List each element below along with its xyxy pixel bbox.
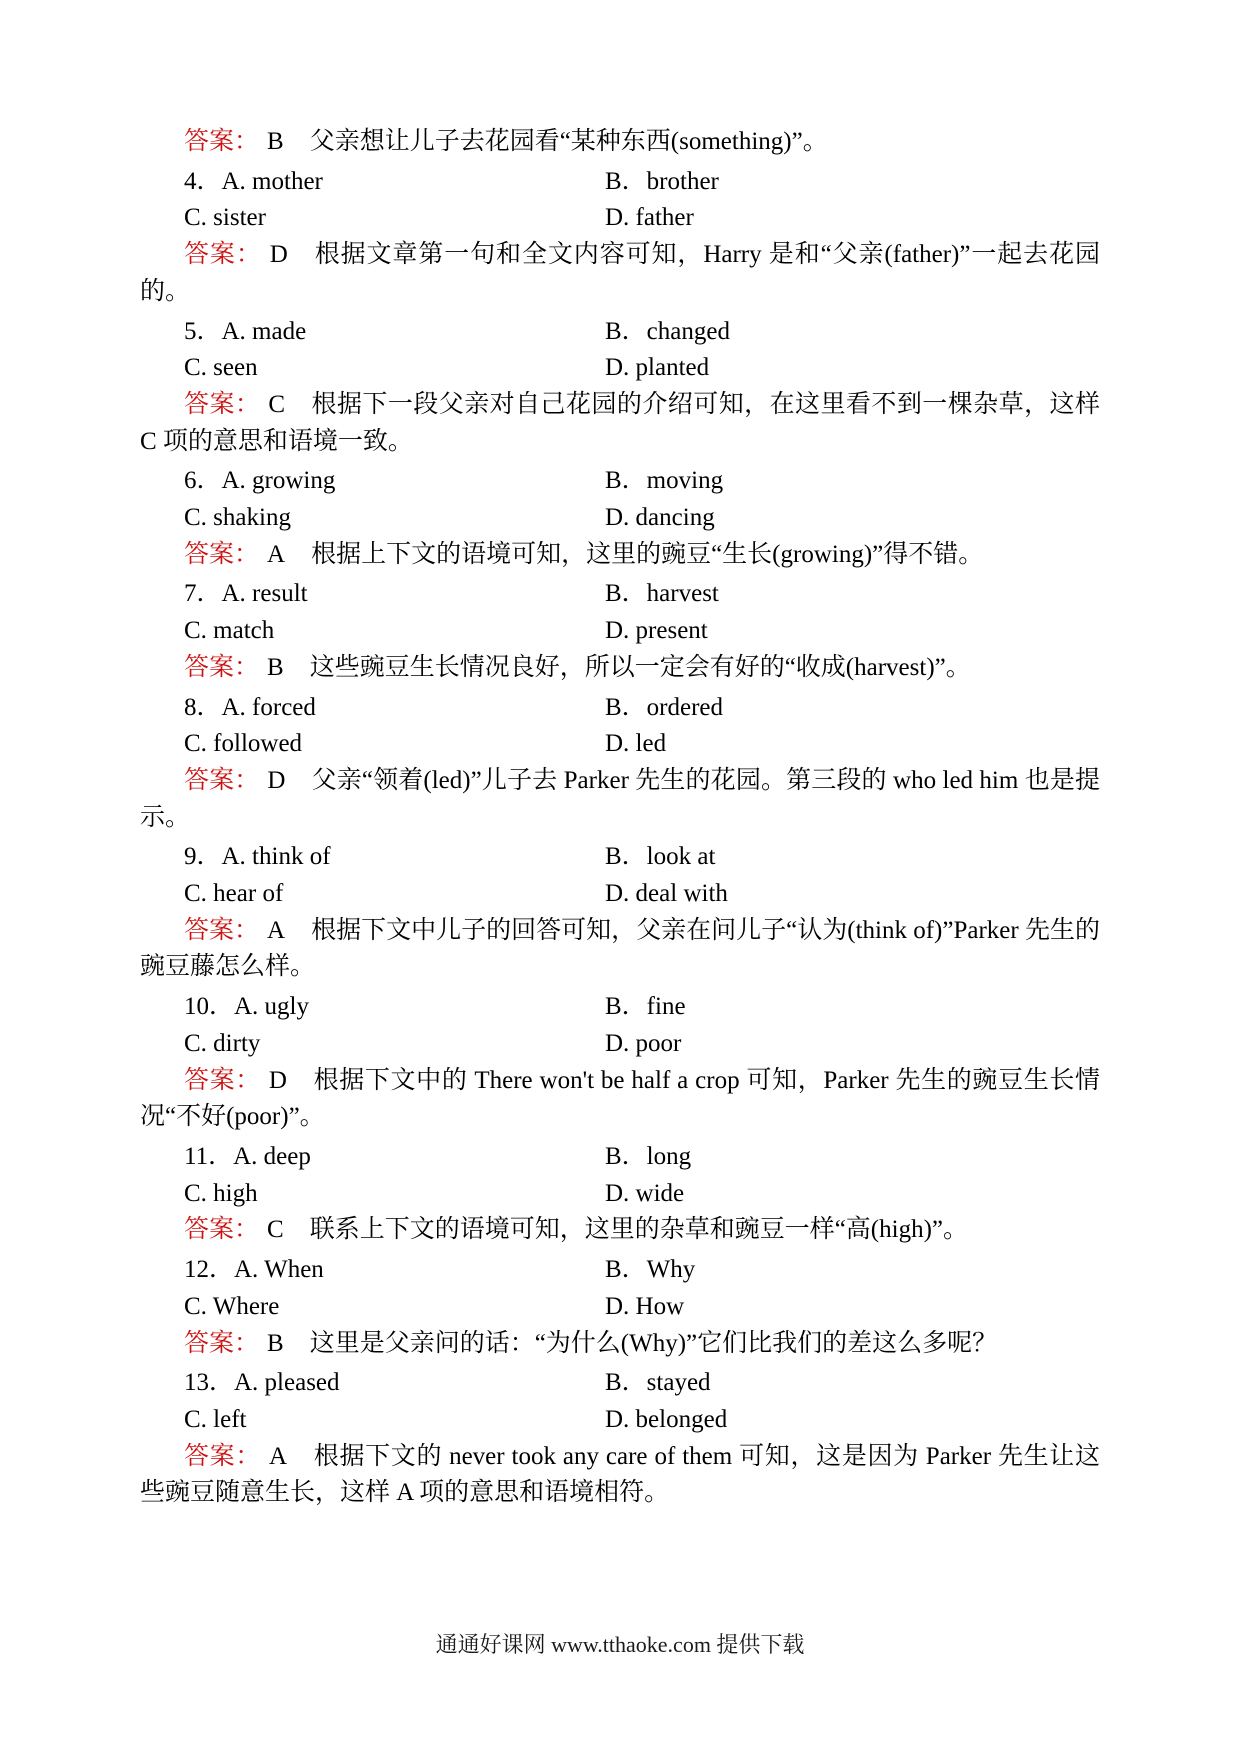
answer-explanation: 根据下一段父亲对自己花园的介绍可知，在这里看不到一棵杂草，这样 C 项的意思和语境一致。 xyxy=(140,390,1100,455)
option-row xyxy=(140,876,1100,913)
answer-line xyxy=(140,124,1100,161)
option-row xyxy=(140,1176,1100,1213)
option-row xyxy=(140,164,1100,201)
answer-letter: D xyxy=(269,241,288,269)
option: D. father xyxy=(605,204,694,232)
answer-letter: A xyxy=(267,540,286,568)
answer-line xyxy=(140,1439,1100,1512)
answer-letter: C xyxy=(267,1216,284,1244)
option: D. led xyxy=(605,730,667,758)
option: C. seen xyxy=(184,354,258,382)
option-row xyxy=(140,576,1100,613)
option-row xyxy=(140,690,1100,727)
option-row xyxy=(140,350,1100,387)
footer-credit: 通通好课网 www.tthaoke.com 提供下载 xyxy=(435,1632,805,1657)
answer-line xyxy=(140,763,1100,836)
option-row xyxy=(140,1289,1100,1326)
option: C. Where xyxy=(184,1292,280,1320)
option: B．look at xyxy=(605,843,716,871)
option: 8．A. forced xyxy=(184,693,316,721)
answer-letter: D xyxy=(267,766,286,794)
answer-line xyxy=(140,1326,1100,1363)
answer-label: 答案： xyxy=(184,540,260,568)
answer-label: 答案： xyxy=(184,1329,260,1357)
option: B．ordered xyxy=(605,693,724,721)
option: B．long xyxy=(605,1142,692,1170)
option-row xyxy=(140,200,1100,237)
option-row xyxy=(140,613,1100,650)
option-row xyxy=(140,314,1100,351)
answer-label: 答案： xyxy=(184,128,260,155)
option: 6．A. growing xyxy=(184,467,336,495)
option-row xyxy=(140,989,1100,1026)
option: 10．A. ugly xyxy=(184,993,310,1021)
answer-label: 答案： xyxy=(184,653,260,681)
option: 4．A. mother xyxy=(184,167,323,195)
answer-line xyxy=(140,650,1100,687)
option: 11．A. deep xyxy=(184,1142,311,1170)
answer-explanation: 联系上下文的语境可知，这里的杂草和豌豆一样“高(high)”。 xyxy=(309,1216,968,1244)
answer-letter: B xyxy=(267,128,284,155)
option: B．harvest xyxy=(605,580,719,608)
answer-line xyxy=(140,1212,1100,1249)
option-row xyxy=(140,726,1100,763)
option-row xyxy=(140,1139,1100,1176)
answer-label: 答案： xyxy=(184,1216,260,1244)
answer-explanation: 根据上下文的语境可知，这里的豌豆“生长(growing)”得不错。 xyxy=(311,540,984,568)
option: 9．A. think of xyxy=(184,843,331,871)
option-row xyxy=(140,839,1100,876)
option: B．fine xyxy=(605,993,686,1021)
option: D. wide xyxy=(605,1179,685,1207)
answer-label: 答案： xyxy=(184,1066,261,1094)
answer-explanation: 根据下文的 never took any care of them 可知，这是因为 Parker 先生让这些豌豆随意生长，这样 A 项的意思和语境相符。 xyxy=(140,1442,1100,1507)
option: C. left xyxy=(184,1405,247,1433)
answer-letter: B xyxy=(267,1329,284,1357)
answer-explanation: 父亲想让儿子去花园看“某种东西(something)”。 xyxy=(309,128,828,155)
option-row xyxy=(140,1026,1100,1063)
option-row xyxy=(140,1402,1100,1439)
answer-explanation: 这里是父亲问的话：“为什么(Why)”它们比我们的差这么多呢？ xyxy=(309,1329,998,1357)
option: C. hear of xyxy=(184,880,284,908)
option: 5．A. made xyxy=(184,317,307,345)
option-row xyxy=(140,463,1100,500)
answer-label: 答案： xyxy=(184,916,260,944)
answer-letter: B xyxy=(267,653,284,681)
answer-line xyxy=(140,913,1100,986)
answer-explanation: 根据文章第一句和全文内容可知，Harry 是和“父亲(father)”一起去花园的。 xyxy=(140,241,1100,305)
answer-label: 答案： xyxy=(184,766,260,794)
answer-line xyxy=(140,1063,1100,1136)
option-row xyxy=(140,500,1100,537)
answer-line xyxy=(140,387,1100,460)
option: C. followed xyxy=(184,730,303,758)
answer-label: 答案： xyxy=(184,1442,262,1470)
option: 7．A. result xyxy=(184,580,308,608)
option: D. planted xyxy=(605,354,710,382)
option: D. deal with xyxy=(605,880,728,908)
option-row xyxy=(140,1252,1100,1289)
answer-line xyxy=(140,537,1100,574)
option: C. shaking xyxy=(184,504,291,532)
answer-letter: A xyxy=(269,1442,288,1470)
option: C. high xyxy=(184,1179,258,1207)
answer-label: 答案： xyxy=(184,241,262,269)
option: B．moving xyxy=(605,467,724,495)
option: D. belonged xyxy=(605,1405,728,1433)
answer-label: 答案： xyxy=(184,390,261,418)
option: C. sister xyxy=(184,204,266,232)
option: C. match xyxy=(184,617,275,645)
answer-explanation: 这些豌豆生长情况良好，所以一定会有好的“收成(harvest)”。 xyxy=(309,653,971,681)
answer-letter: A xyxy=(267,916,286,944)
option-row xyxy=(140,1365,1100,1402)
questions xyxy=(140,124,1100,1512)
option: B．brother xyxy=(605,167,719,195)
option: D. present xyxy=(605,617,708,645)
option: B．Why xyxy=(605,1256,696,1284)
answer-line xyxy=(140,237,1100,310)
option: D. poor xyxy=(605,1029,682,1057)
option: D. How xyxy=(605,1292,685,1320)
answer-explanation: 根据下文中的 There won't be half a crop 可知，Parker 先生的豌豆生长情况“不好(poor)”。 xyxy=(140,1066,1100,1131)
answer-key-content xyxy=(140,124,1100,1512)
answer-explanation: 根据下文中儿子的回答可知，父亲在问儿子“认为(think of)”Parker 先生的豌豆藤怎么样。 xyxy=(140,916,1100,981)
answer-letter: C xyxy=(268,390,286,418)
option: C. dirty xyxy=(184,1029,261,1057)
option: D. dancing xyxy=(605,504,715,532)
answer-explanation: 父亲“领着(led)”儿子去 Parker 先生的花园。第三段的 who led him 也是提示。 xyxy=(140,766,1100,831)
option: 12．A. When xyxy=(184,1256,324,1284)
answer-letter: D xyxy=(268,1066,287,1094)
option: B．stayed xyxy=(605,1369,711,1397)
option: B．changed xyxy=(605,317,730,345)
option: 13．A. pleased xyxy=(184,1369,340,1397)
